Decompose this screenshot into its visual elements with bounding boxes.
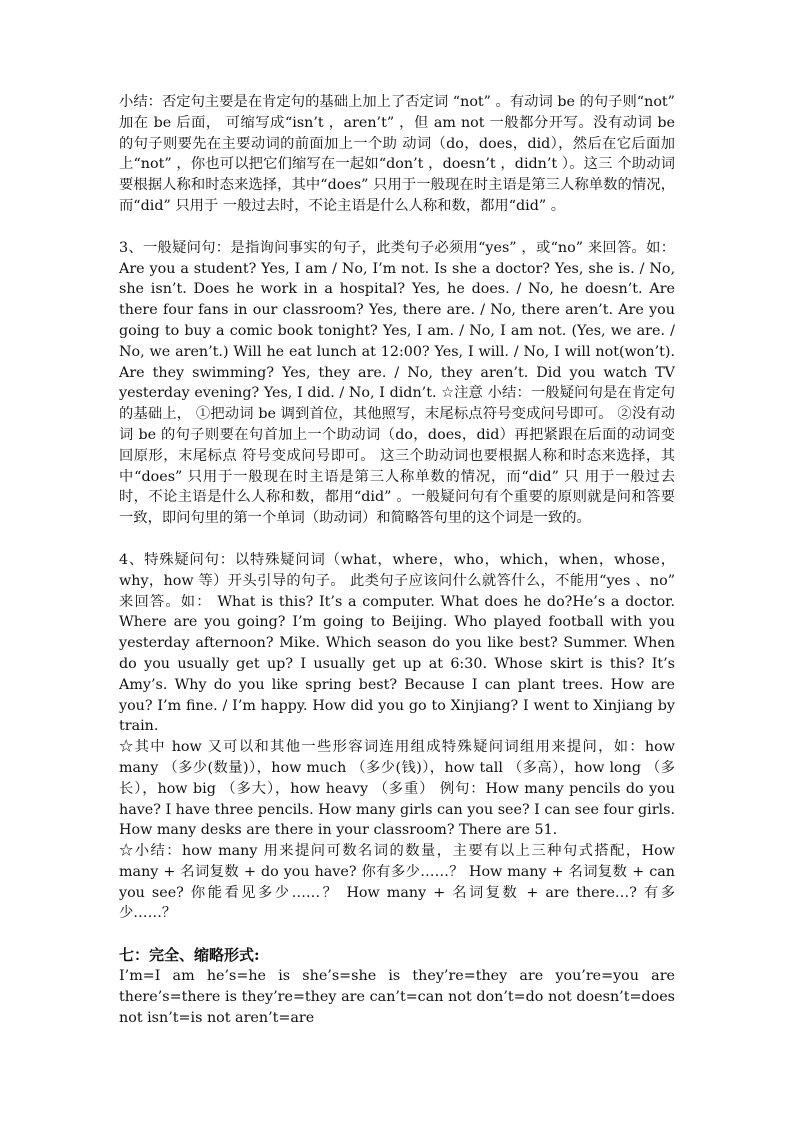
paragraph-gap bbox=[119, 924, 675, 945]
how-phrases-paragraph: ☆其中 how 又可以和其他一些形容词连用组成特殊疑问词组用来提问，如：how many （多少(数量)），how much （多少(钱)），how tall （多高），how long （多长），how big （多大），how heavy （多重） 例句：How many pencils do you have? I have three pencils. How many girls can you see? I can see four girls. How many desks are there in your classroom? There are 51. bbox=[119, 739, 675, 839]
summary-negative-paragraph: 小结：否定句主要是在肯定句的基础上加上了否定词 “not” 。有动词 be 的句子则“not” 加在 be 后面， 可缩写成“isn’t ，aren’t” ，但 am not 一般都分开写。没有动词 be 的句子则要先在主要动词的前面加上一个助 动词（do，does，did），然后在它后面加上“not” ，你也可以把它们缩写在一起如“don’t ，doesn’t ，didn’t ）。这三 个助动词要根据人称和时态来选择，其中“does” 只用于一般现在时主语是第三人称单数的情况，而“did” 只用于 一般过去时，不论主语是什么人称和数，都用“did” 。 bbox=[119, 94, 675, 214]
paragraph-gap bbox=[119, 217, 675, 238]
section-heading: 七：完全、缩略形式: bbox=[119, 946, 260, 965]
contractions-paragraph: I’m=I am he’s=he is she’s=she is they’re=they are you’re=you are there’s=there is they’re=they are can’t=can not don’t=do not doesn’t=does not isn’t=is not aren’t=are bbox=[119, 968, 675, 1026]
document-page bbox=[119, 92, 675, 1028]
general-question-paragraph: 3、一般疑问句：是指询问事实的句子，此类句子必须用“yes” ，或“no” 来回答。如：Are you a student? Yes, I am / No, I’m not. Is she a doctor? Yes, she is. / No, she isn’t. Does he work in a hospital? Yes, he does. / No, he doesn’t. Are there four fans in our classroom? Yes, there are. / No, there aren’t. Are you going to buy a comic book tonight? Yes, I am. / No, I am not. (Yes, we are. / No, we aren’t.) Will he eat lunch at 12:00? Yes, I will. / No, I will not(won’t). Are they swimming? Yes, they are. / No, they aren’t. Did you watch TV yesterday evening? Yes, I did. / No, I didn’t. ☆注意 小结：一般疑问句是在肯定句的基础上， ①把动词 be 调到首位，其他照写，末尾标点符号变成问号即可。 ②没有动词 be 的句子则要在句首加上一个助动词（do，does，did）再把紧跟在后面的动词变回原形，末尾标点 符号变成问号即可。 这三个助动词也要根据人称和时态来选择，其中“does” 只用于一般现在时主语是第三人称单数的情况，而“did” 只 用于一般过去时，不论主语是什么人称和数，都用“did” 。一般疑问句有个重要的原则就是问和答要一致，即问句里的第一个单词（助动词）和简略答句里的这个词是一致的。 bbox=[119, 239, 675, 527]
how-many-summary-paragraph: ☆小结：how many 用来提问可数名词的数量，主要有以上三种句式搭配，How many + 名词复数 + do you have? 你有多少……？ How many + 名词复数 + can you see? 你能看见多少……？ How many + 名词复数 + are there…? 有多少……？ bbox=[119, 843, 675, 922]
special-question-paragraph: 4、特殊疑问句：以特殊疑问词（what，where，who，which，when，whose，why，how 等）开头引导的句子。 此类句子应该问什么就答什么，不能用“yes 、no” 来回答。如： What is this? It’s a computer. What does he do?He’s a doctor. Where are you going? I’m going to Beijing. Who played football with you yesterday afternoon? Mike. Which season do you like best? Summer. When do you usually get up? I usually get up at 6:30. Whose skirt is this? It’s Amy’s. Why do you like spring best? Because I can plant trees. How are you? I’m fine. / I’m happy. How did you go to Xinjiang? I went to Xinjiang by train. bbox=[119, 551, 675, 735]
paragraph-gap bbox=[119, 529, 675, 550]
